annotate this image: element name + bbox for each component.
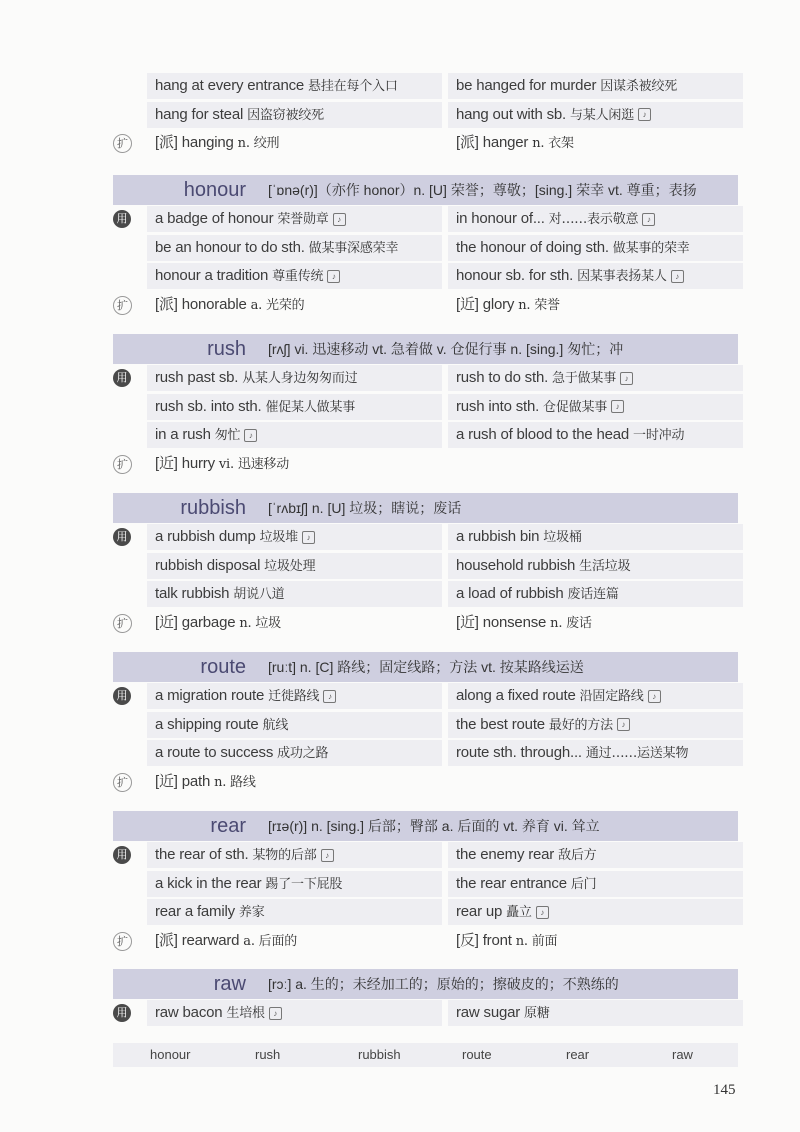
phrase-english: [派] honorable [155, 295, 247, 313]
footer-index-word: rubbish [358, 1047, 401, 1062]
phrase-chinese: 后门 [570, 876, 597, 892]
phrase [155, 842, 334, 868]
audio-icon: ♪ [302, 531, 315, 544]
phrase-chinese: 生活垃圾 [579, 558, 631, 574]
audio-icon: ♪ [269, 1007, 282, 1020]
phrase-chinese: 原糖 [524, 1006, 550, 1021]
headword: honour [183, 179, 246, 201]
audio-icon: ♪ [648, 690, 661, 703]
phrase-english: raw sugar [456, 1004, 521, 1021]
phrase-english: [反] front [456, 931, 512, 949]
phrase-english: [近] garbage [155, 613, 236, 631]
extend-marker-icon: 扩 [113, 134, 132, 153]
phrase-english: [派] hanger [456, 134, 529, 151]
phrase-chinese: 荣誉勋章 [277, 212, 329, 227]
phrase-chinese: vi. 迅速移动 [218, 456, 290, 472]
phrase-english: route sth. through... [456, 744, 582, 761]
footer-index-word: rush [255, 1047, 281, 1062]
phrase-english: hang at every entrance [155, 77, 305, 94]
phrase-chinese: 最好的方法 [548, 717, 613, 733]
footer-index-word: route [462, 1047, 492, 1062]
extend-marker-icon: 扩 [113, 932, 132, 951]
phrase [155, 928, 297, 954]
phrase-chinese: 因盗窃被绞死 [247, 107, 324, 123]
phrase [155, 553, 315, 579]
phrase [456, 524, 582, 550]
phrase [155, 235, 398, 261]
phrase-english: household rubbish [456, 556, 576, 574]
phrase [155, 683, 336, 709]
audio-icon: ♪ [333, 213, 346, 226]
phrase-english: a route to success [155, 744, 274, 761]
phrase [456, 422, 684, 448]
phrase-chinese: 迁徙路线 [268, 689, 320, 704]
phrase-chinese: 尊重传统 [272, 269, 324, 284]
phrase-chinese: 矗立 [506, 905, 532, 920]
phrase-english: a rush of blood to the head [456, 426, 630, 443]
phrase-chinese: 成功之路 [277, 746, 329, 761]
phrase [456, 394, 624, 420]
phrase-chinese: n. 绞刑 [237, 136, 280, 151]
phrase-english: the honour of doing sth. [456, 238, 609, 256]
phrase-chinese: n. 废话 [550, 615, 592, 631]
phrase-chinese: 垃圾桶 [543, 530, 582, 545]
headword: rush [207, 338, 246, 360]
headword: route [200, 656, 246, 678]
footer-index-word: rear [566, 1047, 590, 1062]
phrase [155, 73, 398, 99]
phrase-english: [近] nonsense [456, 613, 547, 631]
phrase-chinese: 悬挂在每个入口 [308, 79, 398, 94]
phrase [155, 899, 265, 925]
phrase-english: [近] path [155, 772, 211, 790]
phrase-english: a badge of honour [155, 210, 274, 227]
phrase-chinese: 做某事的荣幸 [612, 240, 690, 256]
phrase-english: honour sb. for sth. [456, 267, 574, 284]
footer-index-word: honour [150, 1047, 191, 1062]
headword-definition: [ˈrʌbɪʃ] n. [U] 垃圾；瞎说；废话 [268, 500, 462, 516]
headword-definition: [ˈɒnə(r)]（亦作 honor）n. [U] 荣誉；尊敬；[sing.] 荣幸 vt. 尊重；表扬 [268, 182, 697, 198]
phrase [456, 130, 574, 156]
phrase [456, 292, 560, 318]
phrase-english: hang out with sb. [456, 105, 567, 123]
headword: rubbish [180, 497, 246, 519]
phrase [155, 451, 289, 477]
phrase-chinese: 航线 [262, 717, 289, 733]
phrase [155, 769, 256, 795]
phrase-english: in a rush [155, 426, 211, 443]
phrase-chinese: 生培根 [226, 1006, 265, 1021]
phrase-chinese: a. 光荣的 [250, 297, 305, 313]
phrase-chinese: 与某人闲逛 [569, 107, 634, 123]
phrase-english: hang for steal [155, 105, 244, 123]
audio-icon: ♪ [620, 372, 633, 385]
phrase-english: [派] hanging [155, 134, 234, 151]
headword: raw [213, 973, 246, 995]
phrase-english: talk rubbish [155, 585, 230, 602]
phrase [456, 740, 688, 766]
phrase [155, 1000, 282, 1026]
phrase-english: a rubbish dump [155, 528, 256, 545]
phrase [456, 1000, 550, 1026]
audio-icon: ♪ [244, 429, 257, 442]
audio-icon: ♪ [617, 718, 630, 731]
phrase-chinese: 对……表示敬意 [548, 212, 639, 227]
phrase-english: the rear entrance [456, 874, 567, 892]
phrase-chinese: n. 衣架 [532, 136, 574, 151]
phrase [456, 235, 690, 261]
phrase-english: be hanged for murder [456, 77, 597, 94]
phrase-english: [派] rearward [155, 931, 240, 949]
phrase [155, 422, 257, 448]
phrase-chinese: a. 后面的 [243, 933, 298, 949]
phrase [155, 581, 284, 607]
phrase-english: rush into sth. [456, 397, 540, 415]
phrase-english: the best route [456, 715, 545, 733]
phrase [155, 102, 324, 128]
phrase-english: a migration route [155, 687, 265, 704]
phrase-chinese: 因某事表扬某人 [577, 269, 667, 284]
phrase-chinese: 一时冲动 [633, 428, 685, 443]
phrase-english: be an honour to do sth. [155, 238, 305, 256]
footer-index-bar [113, 1043, 738, 1067]
phrase-english: a rubbish bin [456, 528, 540, 545]
phrase [456, 928, 557, 954]
phrase-english: a load of rubbish [456, 585, 564, 602]
phrase-english: a kick in the rear [155, 874, 262, 892]
phrase [456, 899, 549, 925]
headword-definition: [rʌʃ] vi. 迅速移动 vt. 急着做 v. 仓促行事 n. [sing.] 匆忙；冲 [268, 341, 624, 357]
phrase-chinese: 沿固定路线 [579, 689, 644, 704]
headword-definition: [rɪə(r)] n. [sing.] 后部；臀部 a. 后面的 vt. 养育 vi. 耸立 [268, 818, 600, 834]
phrase [456, 206, 655, 232]
phrase [456, 581, 619, 607]
phrase [155, 130, 279, 156]
use-marker-icon: 用 [113, 528, 131, 546]
phrase-english: rush past sb. [155, 369, 239, 386]
phrase-english: the enemy rear [456, 846, 555, 863]
phrase [155, 206, 346, 232]
audio-icon: ♪ [321, 849, 334, 862]
use-marker-icon: 用 [113, 1004, 131, 1022]
headword-definition: [ruːt] n. [C] 路线；固定线路；方法 vt. 按某路线运送 [268, 659, 584, 675]
phrase [155, 365, 357, 391]
phrase-english: rush sb. into sth. [155, 397, 262, 415]
phrase [456, 102, 651, 128]
phrase-chinese: 敌后方 [558, 848, 597, 863]
phrase [456, 610, 592, 636]
phrase [155, 740, 328, 766]
phrase-english: along a fixed route [456, 687, 576, 704]
phrase-chinese: 匆忙 [214, 428, 241, 443]
phrase [456, 73, 677, 99]
headword-definition: [rɔː] a. 生的；未经加工的；原始的；擦破皮的；不熟练的 [268, 976, 619, 992]
phrase [155, 394, 355, 420]
audio-icon: ♪ [671, 270, 684, 283]
phrase [155, 263, 340, 289]
phrase [155, 524, 315, 550]
phrase-english: rubbish disposal [155, 556, 261, 574]
phrase-english: in honour of... [456, 210, 545, 227]
phrase-english: honour a tradition [155, 267, 269, 284]
phrase-chinese: 养家 [238, 905, 265, 920]
phrase-chinese: 垃圾处理 [264, 558, 316, 574]
phrase [155, 610, 281, 636]
phrase [456, 842, 596, 868]
phrase [456, 263, 684, 289]
extend-marker-icon: 扩 [113, 296, 132, 315]
audio-icon: ♪ [642, 213, 655, 226]
headword: rear [210, 815, 246, 837]
phrase [456, 553, 630, 579]
phrase [456, 365, 633, 391]
phrase [456, 712, 630, 738]
phrase [155, 871, 342, 897]
phrase [155, 292, 304, 318]
phrase-chinese: 做某事深感荣幸 [308, 240, 399, 256]
audio-icon: ♪ [638, 108, 651, 121]
phrase-english: the rear of sth. [155, 846, 249, 863]
use-marker-icon: 用 [113, 846, 131, 864]
phrase-chinese: 通过……运送某物 [585, 746, 689, 761]
phrase-chinese: 废话连篇 [567, 587, 619, 602]
phrase-english: raw bacon [155, 1004, 223, 1021]
phrase-chinese: 急于做某事 [552, 371, 617, 386]
audio-icon: ♪ [611, 400, 624, 413]
phrase-chinese: 某物的后部 [252, 848, 317, 863]
phrase-chinese: 从某人身边匆匆而过 [242, 371, 358, 386]
extend-marker-icon: 扩 [113, 773, 132, 792]
phrase-chinese: 因谋杀被绞死 [600, 79, 678, 94]
phrase-english: [近] hurry [155, 454, 215, 472]
audio-icon: ♪ [323, 690, 336, 703]
audio-icon: ♪ [327, 270, 340, 283]
page-number: 145 [713, 1082, 736, 1098]
phrase [155, 712, 288, 738]
phrase-chinese: 胡说八道 [233, 587, 285, 602]
phrase-chinese: 踢了一下屁股 [265, 876, 343, 892]
phrase-english: rear a family [155, 903, 235, 920]
phrase-english: rush to do sth. [456, 369, 549, 386]
use-marker-icon: 用 [113, 687, 131, 705]
use-marker-icon: 用 [113, 210, 131, 228]
phrase-chinese: n. 路线 [214, 774, 256, 790]
footer-index-word: raw [672, 1047, 693, 1062]
phrase-chinese: 仓促做某事 [543, 399, 608, 415]
phrase-chinese: n. 前面 [515, 933, 558, 949]
phrase-english: rear up [456, 903, 503, 920]
phrase-chinese: n. 垃圾 [239, 615, 281, 631]
phrase [456, 871, 596, 897]
phrase-chinese: 催促某人做某事 [265, 399, 356, 415]
extend-marker-icon: 扩 [113, 455, 132, 474]
audio-icon: ♪ [536, 906, 549, 919]
phrase-english: a shipping route [155, 715, 259, 733]
extend-marker-icon: 扩 [113, 614, 132, 633]
phrase [456, 683, 661, 709]
phrase-chinese: n. 荣誉 [518, 297, 560, 313]
phrase-chinese: 垃圾堆 [259, 530, 298, 545]
phrase-english: [近] glory [456, 295, 515, 313]
use-marker-icon: 用 [113, 369, 131, 387]
